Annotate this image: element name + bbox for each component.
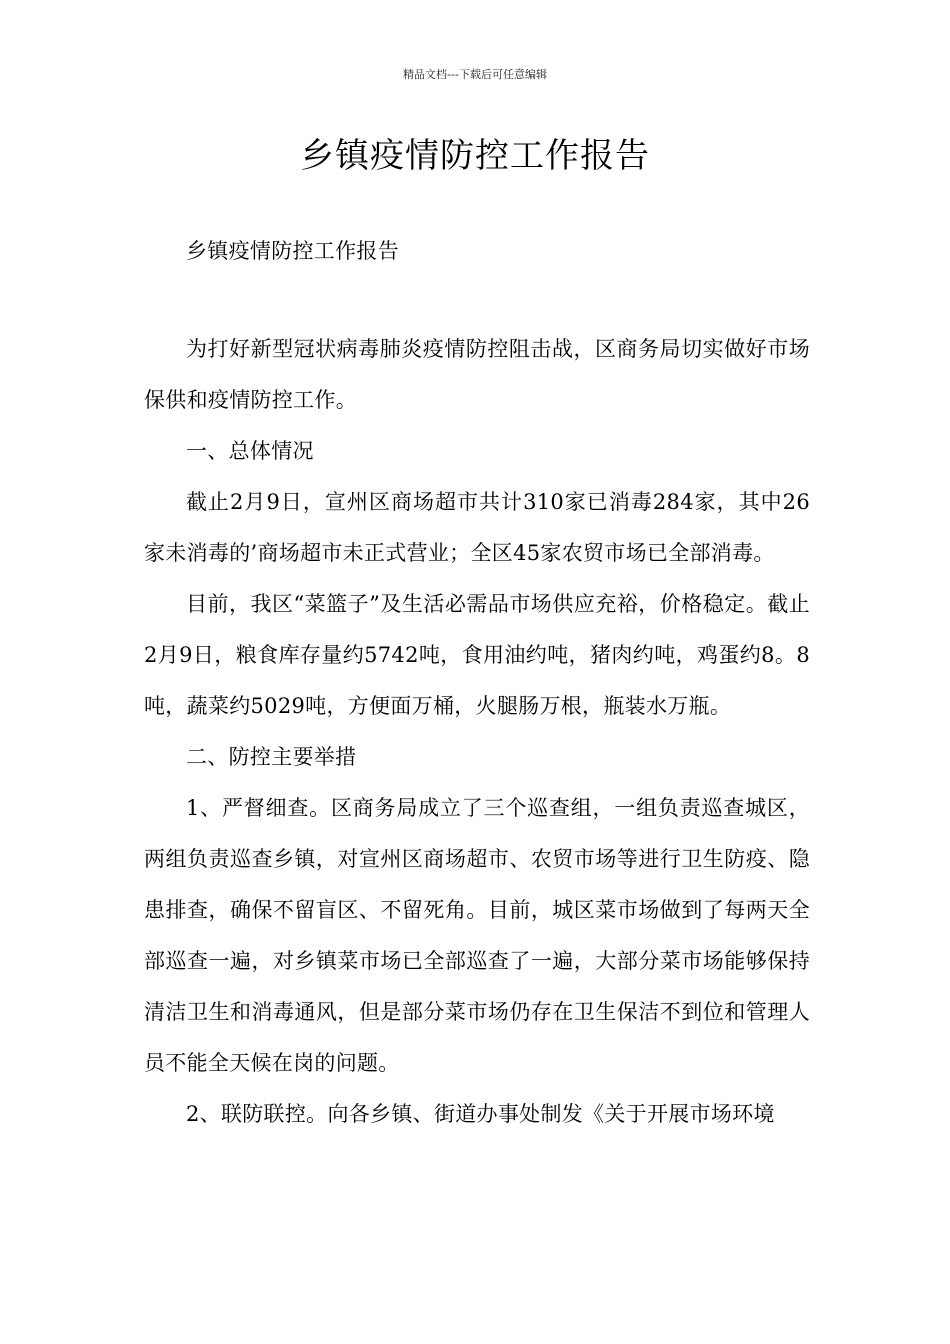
paragraph-intro: 为打好新型冠状病毒肺炎疫情防控阻击战，区商务局切实做好市场保供和疫情防控工作。 [144, 337, 810, 412]
document-title: 乡镇疫情防控工作报告 [300, 136, 650, 176]
subtitle-paragraph: 乡镇疫情防控工作报告 [186, 239, 399, 263]
paragraph-inspection: 1、严督细查。区商务局成立了三个巡查组，一组负责巡查城区，两组负责巡查乡镇，对宣州区商场超市、农贸市场等进行卫生防疫、隐患排查，确保不留盲区、不留死角。目前，城区菜市场做到了每两天全部巡查一遍，对乡镇菜市场已全部巡查了一遍，大部分菜市场能够保持清洁卫生和消毒通风，但是部分菜市场仍存在卫生保洁不到位和管理人员不能全天候在岗的问题。 [144, 796, 810, 1075]
paragraph-supply: 目前，我区“菜篮子”及生活必需品市场供应充裕，价格稳定。截止2月9日，粮食库存量约5742吨，食用油约吨，猪肉约吨，鸡蛋约8。8吨，蔬菜约5029吨，方便面万桶，火腿肠万根，瓶装水万瓶。 [144, 592, 810, 718]
section-heading-measures: 二、防控主要举措 [186, 745, 357, 769]
paragraph-joint-control: 2、联防联控。向各乡镇、街道办事处制发《关于开展市场环境 [186, 1102, 775, 1126]
section-heading-overview: 一、总体情况 [186, 439, 314, 463]
header-note: 精品文档---下载后可任意编辑 [403, 68, 547, 81]
paragraph-disinfection: 截止2月9日，宣州区商场超市共计310家已消毒284家，其中26家未消毒的’商场超市未正式营业；全区45家农贸市场已全部消毒。 [144, 490, 810, 565]
subtitle-block [144, 226, 810, 277]
body-content [144, 324, 810, 1140]
